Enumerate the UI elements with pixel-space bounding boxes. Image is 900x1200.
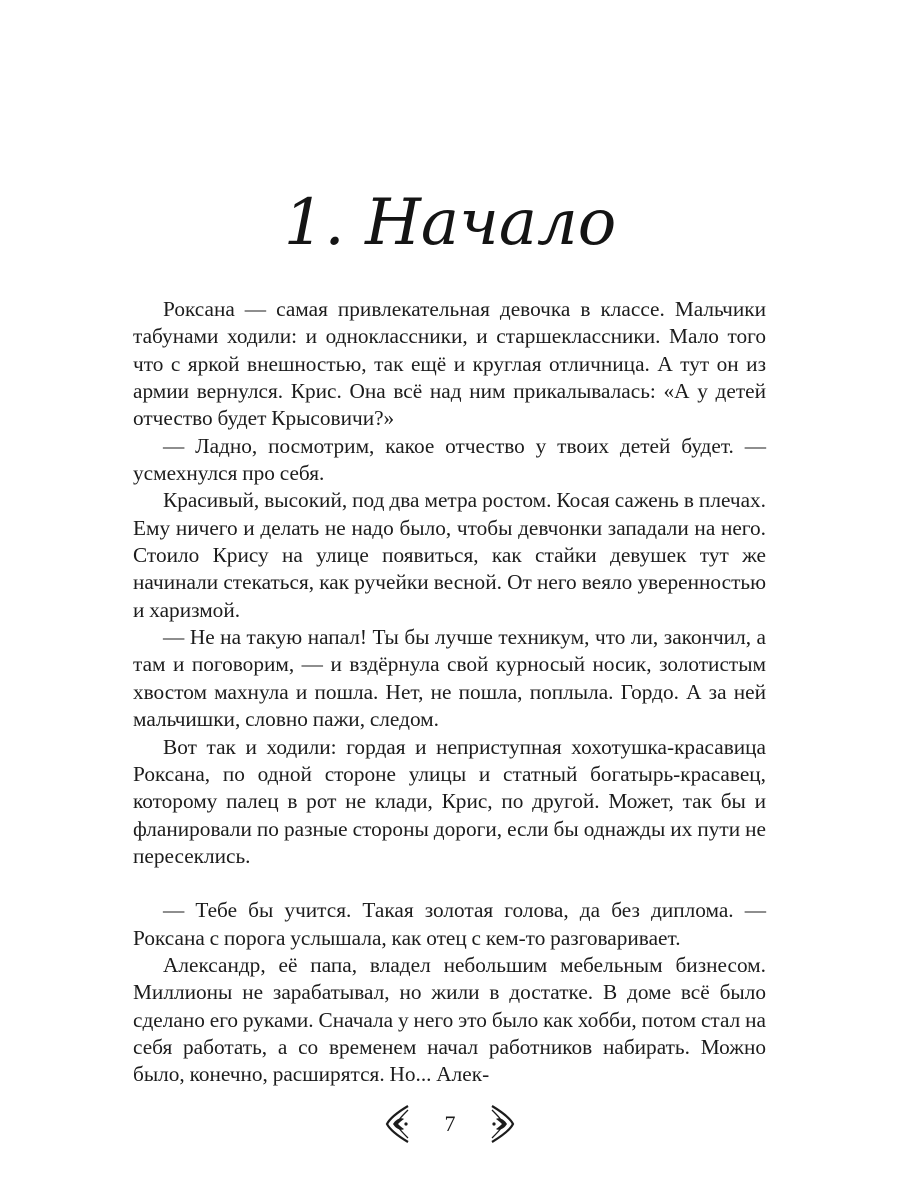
paragraph: — Тебе бы учится. Такая золотая голова, да без диплома. — Роксана с порога услышала, как отец с кем-то разговаривает.	[133, 898, 766, 950]
folio-ornament-right-icon	[488, 1102, 516, 1146]
folio-ornament-left-icon	[384, 1102, 412, 1146]
body-text	[133, 296, 766, 1089]
paragraph: Роксана — самая привлекательная девочка в классе. Мальчики табунами ходили: и одноклассники, и старшеклассники. Мало того что с яркой внешностью, так ещё и круглая отличница. А тут он из армии вернулся. Крис. Она всё над ним прикалывалась: «А у детей отчество будет Крысовичи?»	[133, 297, 766, 431]
paragraph: — Ладно, посмотрим, какое отчество у твоих детей будет. — усмехнулся про себя.	[133, 433, 766, 486]
paragraph: Вот так и ходили: гордая и неприступная хохотушка-красавица Роксана, по одной стороне улицы и статный богатырь-красавец, которому палец в рот не клади, Крис, по другой. Может, так бы и фланировали по разные стороны дороги, если бы однажды их пути не пересеклись.	[133, 734, 766, 868]
paragraph: — Не на такую напал! Ты бы лучше техникум, что ли, закончил, а там и поговорим, — и вздёрнула свой курносый носик, золотистым хвостом махнула и пошла. Нет, не пошла, поплыла. Гордо. А за ней мальчишки, словно пажи, следом.	[133, 625, 766, 732]
paragraph: Александр, её папа, владел небольшим мебельным бизнесом. Миллионы не зарабатывал, но жили в достатке. В доме всё было сделано его руками. Сначала у него это было как хобби, потом стал на себя работать, а со временем начал работников набирать. Можно было, конечно, расширятся. Но... Алек-	[133, 952, 766, 1087]
chapter-title: 1. Начало	[283, 186, 617, 260]
paragraph: Красивый, высокий, под два метра ростом. Косая сажень в плечах. Ему ничего и делать не надо было, чтобы девчонки западали на него. Стоило Крису на улице появиться, как стайки девушек тут же начинали стекаться, как ручейки весной. От него веяло уверенностью и харизмой.	[133, 488, 766, 622]
page-footer	[0, 1102, 900, 1146]
page-number: 7	[444, 1111, 456, 1136]
section-break	[133, 870, 766, 897]
